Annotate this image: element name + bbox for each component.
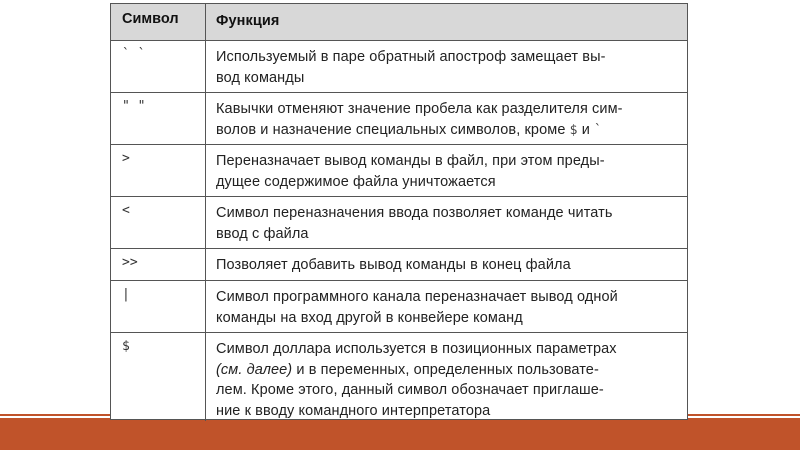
backquote-symbol: ` [594, 122, 602, 138]
function-line: вод команды [216, 69, 305, 86]
function-cell [205, 145, 687, 196]
function-line: Символ переназначения ввода позволяет команде читать [216, 205, 613, 221]
header-function: Функция [205, 4, 687, 40]
symbol-cell: " " [122, 99, 146, 114]
table-row [111, 248, 687, 280]
function-cell [205, 333, 687, 421]
symbol-cell: | [122, 287, 130, 302]
symbol-cell: > [122, 151, 130, 166]
function-line: ние к вводу командного интерпретатора [216, 402, 491, 419]
function-line: Кавычки отменяют значение пробела как разделителя сим- [216, 101, 623, 117]
symbol-cell: < [122, 203, 130, 218]
function-line: Символ программного канала переназначает вывод одной [216, 289, 618, 305]
function-cell [205, 93, 687, 144]
function-line: Используемый в паре обратный апостроф замещает вы- [216, 49, 606, 65]
accent-footer-band [0, 418, 800, 450]
function-cell [205, 249, 687, 280]
table-row [111, 144, 687, 196]
function-cell [205, 41, 687, 92]
table-header-row [111, 4, 687, 40]
table-row [111, 196, 687, 248]
function-line: Позволяет добавить вывод команды в конец файла [216, 257, 571, 273]
function-text: и в переменных, определенных пользовате- [296, 361, 599, 378]
table-row [111, 332, 687, 421]
function-line: лем. Кроме этого, данный символ обозначает приглаше- [216, 382, 604, 398]
symbol-cell: >> [122, 255, 138, 270]
symbol-cell: ` ` [122, 47, 146, 62]
header-symbol: Символ [122, 11, 179, 27]
symbols-table [110, 3, 688, 420]
function-line: команды на вход другой в конвейере команд [216, 309, 523, 326]
table-row [111, 92, 687, 144]
function-text-italic: (см. далее) [216, 361, 293, 378]
function-text: волов и назначение специальных символов, кроме [216, 121, 566, 138]
function-cell [205, 281, 687, 332]
function-line [216, 120, 681, 142]
symbol-cell: $ [122, 339, 130, 354]
function-line: Символ доллара используется в позиционных параметрах [216, 341, 617, 357]
function-line: ввод с файла [216, 225, 309, 242]
function-line: дущее содержимое файла уничтожается [216, 173, 496, 190]
table-row [111, 40, 687, 92]
function-cell [205, 197, 687, 248]
function-line [216, 360, 681, 381]
function-text: и [581, 121, 590, 138]
function-line: Переназначает вывод команды в файл, при этом преды- [216, 153, 605, 169]
dollar-symbol: $ [569, 122, 578, 138]
table-row [111, 280, 687, 332]
